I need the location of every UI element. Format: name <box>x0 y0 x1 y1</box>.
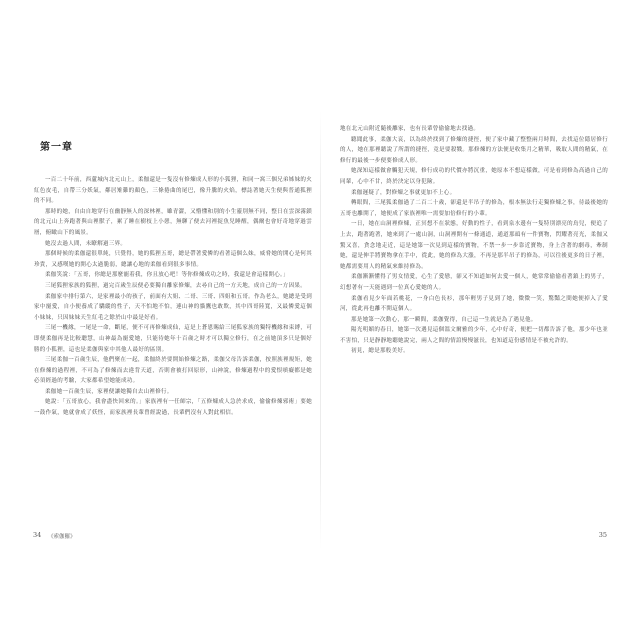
paragraph: 她沒去過人間，未瞭解過三界。 <box>45 240 127 247</box>
paragraph: 那是她第一次動心，那一瞬間，柔伽覺得，自己這一生就是為了遇見他。 <box>351 316 537 323</box>
right-page-number: 35 <box>598 531 607 539</box>
paragraph: 柔伽遲疑了，對修煉之事就更加不上心。 <box>351 189 456 196</box>
paragraph: 柔伽笑說：「五哥，你總是那麼寵着我，你且放心吧！等你修煉成功之時，我還是會這樣開心。」 <box>45 272 289 279</box>
paragraph: 三尾柔伽一百歲生辰，他們聚在一起，柔伽終於要開始修煉之路，柔伽父母告訴柔伽，按照族裡規矩，她在修煉的過程裡，不可為了修煉而去違背天道，否則會被打回原形，山神說，修煉過程中的愛恨嗔癡都是她必須經過的考驗，大家都希望她能成功。 <box>34 357 312 385</box>
paragraph: 柔伽家中排行第六，是家裡最小的孩子，前面有大姐、二哥、三哥、四姐和五哥。作為老么，她總是受到家中寵愛，自小便養成了驕縱的性子，天不怕地不怕，連山神的貓鷹也敢欺，其中四哥陸寬，又最憐愛這個小妹妹，只因妹妹天生紅毛之餘於山中最是好看。 <box>34 293 312 321</box>
paragraph: 她深知這樣做會觸犯天規，修行成功的代價亦將沉重，她原本不想這樣做，可是看到修為高過自己的同輩，心中不甘，終於決定以身犯險。 <box>340 168 608 185</box>
paragraph: 三尾狐狸家族的狐狸，過完百歲生辰便必要獨自離家修煉，去尋自己的一方天地，成自己的一方因果。 <box>45 282 307 289</box>
paragraph: 地在北元山附近隨後離家，也有長輩曾偷偷地去找過。 <box>340 126 480 132</box>
paragraph: 轉眼間，三尾狐柔伽過了二百二十歲，卻還是半吊子的修為，根本無法行走獨修煉之事，待最後她的五哥也離開了，她便成了家族裡唯一需要加倍修行的小輩。 <box>340 200 608 217</box>
right-page <box>340 124 608 544</box>
paragraph: 柔伽她一百歲生辰，家裡便讓她獨自去山裡修行。 <box>45 388 173 395</box>
paragraph: 聽聞此事，柔伽大哀，以為終於找到了修煉的捷徑，便了家中藏了整整兩月時間，去找這位隱居修行的人，她在那裡聽說了所謂的捷徑，竟是要殺戮。那修煉的方法便是收集月之精華，吸取人間的精氣，在修行的最後一步便要修成人形。 <box>340 136 608 164</box>
paragraph: 那個時候的柔伽還很單純，只覺得，她的狐狸五哥，總是帶著愛憐的看著這個么妹，威脅她的開心是何其珍貴，又感嘆她的開心太過脆弱，總讓心地的柔伽看到很多事情。 <box>34 251 312 268</box>
running-head: 《索伽羅》 <box>48 534 76 540</box>
paragraph: 柔伽看見少年面若桃花，一身白色長衫，那年輕男子見到了她，微微一笑，驚豔之間她便掉入了愛河，從此再也離不開這個人。 <box>340 295 608 313</box>
paragraph: 她說：「五哥放心，我會盡快回來的。」家族裡有一任師宗，「五修煉成人急於求成，偷偷修煉邪術」要她一鼓作氣，她就會成了妖怪，而家族裡長輩曾經說過，長輩們沒有人對此相信。 <box>34 399 312 417</box>
left-page <box>34 124 312 544</box>
paragraph: 那時的她，自由自地穿行在幽靜無人的深林裡，雖青澀，又懵懂和別的小生靈別無不同，整日在雲深霧鎖的北元山上奔跑著與山裡獸子，累了睡在樹枝上小憩，無聊了便去河裡捉魚兒睡醒，偶爾也會好奇地穿過雲層，俯瞰山下的風景。 <box>34 208 312 236</box>
paragraph: 三尾一機緣，一尾是一命，斷尾，便不可再修煉成仙，這是上蒼恩賜給三尾狐家族的獨特機緣和束縛，可即便柔伽再是比較聰慧，山神最為寵愛她，只能待她年十百歲之時才可以獨立修行，在之前她頂多只是個好勝的小狐狸，這也是柔伽與家中其他人最好的區別。 <box>34 325 312 353</box>
book-spine <box>320 110 321 550</box>
left-page-number: 34 <box>33 531 42 539</box>
chapter-title: 第一章 <box>40 142 73 153</box>
paragraph: 一百二十年前，西蘆城內北元山上，柔伽還是一隻沒有修煉成人形的小狐狸，和同一窩三個兄弟姊妹的火紅色皮毛，自帶三分妖氣，鄰居雉雞的顏色，三條捲曲的尾巴，像升騰的火焰，標誌著她天生便與普通狐狸的不同。 <box>34 177 312 205</box>
paragraph: 初見，總是那般美好。 <box>351 348 410 355</box>
paragraph: 陽光明媚的春日，她第一次遇見這個溫文爾雅的少年，心中好奇，便把一切都告訴了他，那少年也並不害怕，只是靜靜地聽她說完，兩人之間的情誼慢慢滋長，也知道這份感情是不被允許的。 <box>340 327 608 344</box>
paragraph: 一日，她在山洞裡修煉，正冥想不在狀態，好動的性子，看到泉水邊有一隻特別漂亮的鳥兒，便追了上去，跑著跑著，她來到了一處山洞，山洞裡開有一條通道，通道那頭有一件寶物，閃耀著亮光，柔伽又驚又喜，貪念地走近，這是她第一次見到這樣的寶物，不禁一步一步靠近寶物，身上含著的劇毒，牽制她，還是伸手將寶物拿在手中，從此，她的修為大漲，不再是那半吊子的修為，可以往後更多的日子裡，她都需要用人的精氣來維持修為。 <box>340 221 608 270</box>
paragraph: 柔伽漸漸懂得了男女情愛，心生了愛戀，卻又不知道如何去愛一個人，她常常偷偷看著鎮上的男子，幻想著有一天能遇到一位真心愛她的人。 <box>340 274 608 291</box>
